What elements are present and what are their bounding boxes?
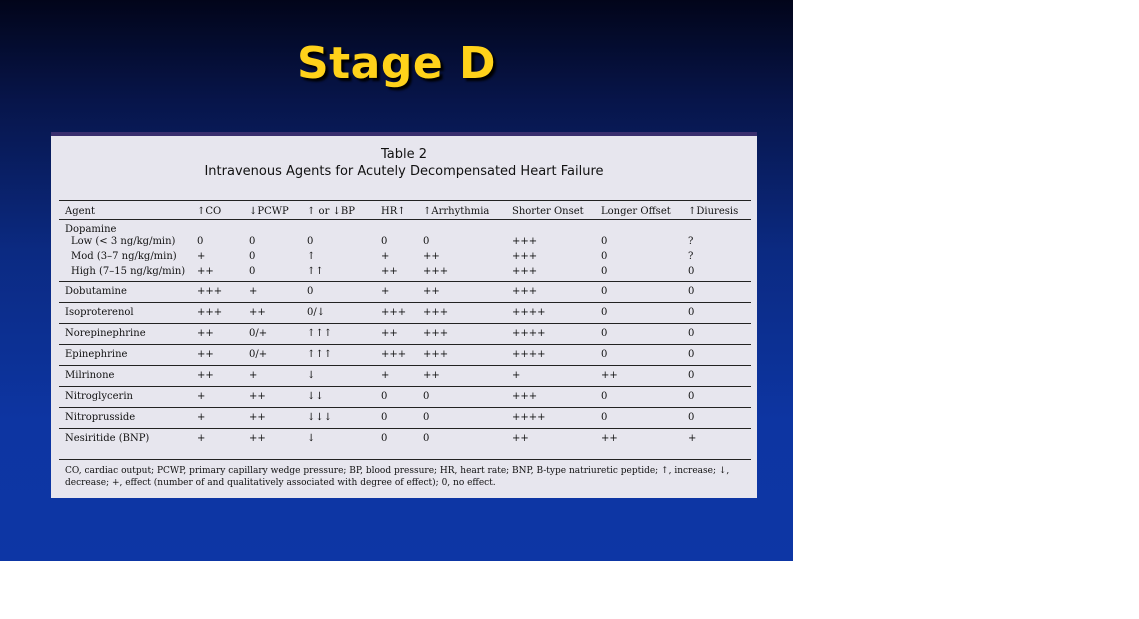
- table-cell: ++: [601, 433, 618, 444]
- table-cell: ++: [197, 349, 214, 360]
- table-cell: ↓: [307, 433, 316, 444]
- table-cell: +++: [423, 328, 449, 339]
- row-divider: [59, 386, 751, 387]
- row-divider: [59, 428, 751, 429]
- table-cell: +++: [381, 349, 407, 360]
- table-cell: 0/↓: [307, 307, 326, 318]
- table-cell: ++: [423, 370, 440, 381]
- table-cell: ↓: [307, 370, 316, 381]
- table-cell: 0: [601, 236, 608, 247]
- column-header-5: ↑Arrhythmia: [423, 206, 490, 217]
- table-cell: +: [381, 286, 390, 297]
- table-cell: 0/+: [249, 349, 268, 360]
- agent-name-cell: Nitroprusside: [65, 412, 136, 423]
- table-bottom-rule: [59, 459, 751, 460]
- table-cell: +++: [423, 307, 449, 318]
- table-cell: +++: [512, 286, 538, 297]
- group-label-dopamine: Dopamine: [65, 224, 117, 235]
- table-cell: 0: [381, 412, 388, 423]
- row-divider: [59, 302, 751, 303]
- table-cell: ++: [423, 286, 440, 297]
- column-header-3: ↑ or ↓BP: [307, 206, 355, 217]
- table-cell: ++: [249, 433, 266, 444]
- table-cell: 0: [688, 286, 695, 297]
- table-cell: 0: [601, 307, 608, 318]
- table-cell: 0: [601, 266, 608, 277]
- agent-name-cell: Nesiritide (BNP): [65, 433, 150, 444]
- column-header-2: ↓PCWP: [249, 206, 289, 217]
- table-cell: 0: [688, 266, 695, 277]
- table-cell: ↓↓: [307, 391, 324, 402]
- table-cell: 0: [381, 236, 388, 247]
- table-cell: 0: [249, 236, 256, 247]
- table-cell: 0: [688, 307, 695, 318]
- table-cell: 0: [197, 236, 204, 247]
- table-cell: ++++: [512, 328, 546, 339]
- table-cell: +++: [512, 251, 538, 262]
- table-cell: ++: [601, 370, 618, 381]
- table-cell: ?: [688, 236, 694, 247]
- row-divider: [59, 323, 751, 324]
- table-cell: 0: [249, 251, 256, 262]
- table-cell: 0/+: [249, 328, 268, 339]
- column-header-8: ↑Diuresis: [688, 206, 739, 217]
- agent-name-cell: Milrinone: [65, 370, 115, 381]
- table-cell: 0: [688, 412, 695, 423]
- column-header-4: HR↑: [381, 206, 406, 217]
- header-top-rule: [59, 200, 751, 201]
- table-cell: +++: [512, 236, 538, 247]
- table-cell: ++: [381, 328, 398, 339]
- table-cell: +++: [381, 307, 407, 318]
- table-cell: +: [512, 370, 521, 381]
- column-header-7: Longer Offset: [601, 206, 671, 217]
- table-caption-number: Table 2: [380, 147, 428, 162]
- table-cell: 0: [688, 391, 695, 402]
- table-cell: ++: [512, 433, 529, 444]
- table-cell: ↑↑↑: [307, 328, 333, 339]
- row-divider: [59, 365, 751, 366]
- column-header-0: Agent: [65, 206, 95, 217]
- table-cell: ↑: [307, 251, 316, 262]
- table-cell: 0: [307, 236, 314, 247]
- table-cell: ++++: [512, 412, 546, 423]
- table-cell: 0: [423, 236, 430, 247]
- row-divider: [59, 281, 751, 282]
- table-cell: +: [249, 370, 258, 381]
- agent-name-cell: Low (< 3 ng/kg/min): [71, 236, 176, 247]
- row-divider: [59, 407, 751, 408]
- agent-name-cell: Mod (3–7 ng/kg/min): [71, 251, 177, 262]
- table-cell: +: [197, 412, 206, 423]
- agent-name-cell: Isoproterenol: [65, 307, 134, 318]
- table-cell: 0: [688, 370, 695, 381]
- table-cell: +: [688, 433, 697, 444]
- row-divider: [59, 344, 751, 345]
- table-cell: ++: [423, 251, 440, 262]
- table-cell: 0: [601, 412, 608, 423]
- table-caption-title: Intravenous Agents for Acutely Decompensated Heart Failure: [204, 164, 604, 179]
- table-cell: 0: [423, 433, 430, 444]
- agent-name-cell: Norepinephrine: [65, 328, 146, 339]
- table-panel: [51, 132, 757, 498]
- table-cell: ++: [197, 266, 214, 277]
- table-cell: +: [381, 251, 390, 262]
- table-cell: +: [197, 391, 206, 402]
- agent-name-cell: Nitroglycerin: [65, 391, 133, 402]
- table-footnote: CO, cardiac output; PCWP, primary capillary wedge pressure; BP, blood pressure; HR, heart rate; BNP, B-type natriuretic peptide; ↑, increase; ↓, decrease; +, effect (number of and qualitatively associated with degree of effect); 0, no effect.: [65, 466, 730, 488]
- table-cell: ↑↑↑: [307, 349, 333, 360]
- table-cell: 0: [601, 349, 608, 360]
- table-cell: 0: [601, 286, 608, 297]
- table-cell: +++: [423, 266, 449, 277]
- table-cell: +++: [512, 266, 538, 277]
- table-cell: ++: [249, 412, 266, 423]
- table-cell: ++: [381, 266, 398, 277]
- table-cell: ?: [688, 251, 694, 262]
- table-cell: +++: [197, 307, 223, 318]
- table-cell: ↓↓↓: [307, 412, 333, 423]
- table-cell: ++: [249, 307, 266, 318]
- table-cell: ↑↑: [307, 266, 324, 277]
- table-cell: +: [197, 251, 206, 262]
- table-cell: +++: [512, 391, 538, 402]
- table-cell: 0: [381, 433, 388, 444]
- table-cell: 0: [423, 412, 430, 423]
- table-cell: ++: [197, 328, 214, 339]
- table-cell: 0: [381, 391, 388, 402]
- slide-title: Stage D: [296, 38, 497, 89]
- table-cell: ++: [197, 370, 214, 381]
- table-cell: +++: [197, 286, 223, 297]
- table-cell: ++++: [512, 349, 546, 360]
- table-cell: +: [381, 370, 390, 381]
- table-cell: 0: [601, 391, 608, 402]
- table-cell: 0: [307, 286, 314, 297]
- agent-name-cell: Dobutamine: [65, 286, 127, 297]
- table-cell: ++: [249, 391, 266, 402]
- table-cell: 0: [423, 391, 430, 402]
- table-cell: 0: [688, 349, 695, 360]
- table-cell: 0: [688, 328, 695, 339]
- table-cell: +: [249, 286, 258, 297]
- column-header-1: ↑CO: [197, 206, 222, 217]
- table-cell: +++: [423, 349, 449, 360]
- header-bottom-rule: [59, 219, 751, 220]
- agent-name-cell: Epinephrine: [65, 349, 128, 360]
- table-cell: +: [197, 433, 206, 444]
- table-cell: 0: [601, 251, 608, 262]
- table-cell: 0: [601, 328, 608, 339]
- agent-name-cell: High (7–15 ng/kg/min): [71, 266, 186, 277]
- table-cell: ++++: [512, 307, 546, 318]
- column-header-6: Shorter Onset: [512, 206, 584, 217]
- table-cell: 0: [249, 266, 256, 277]
